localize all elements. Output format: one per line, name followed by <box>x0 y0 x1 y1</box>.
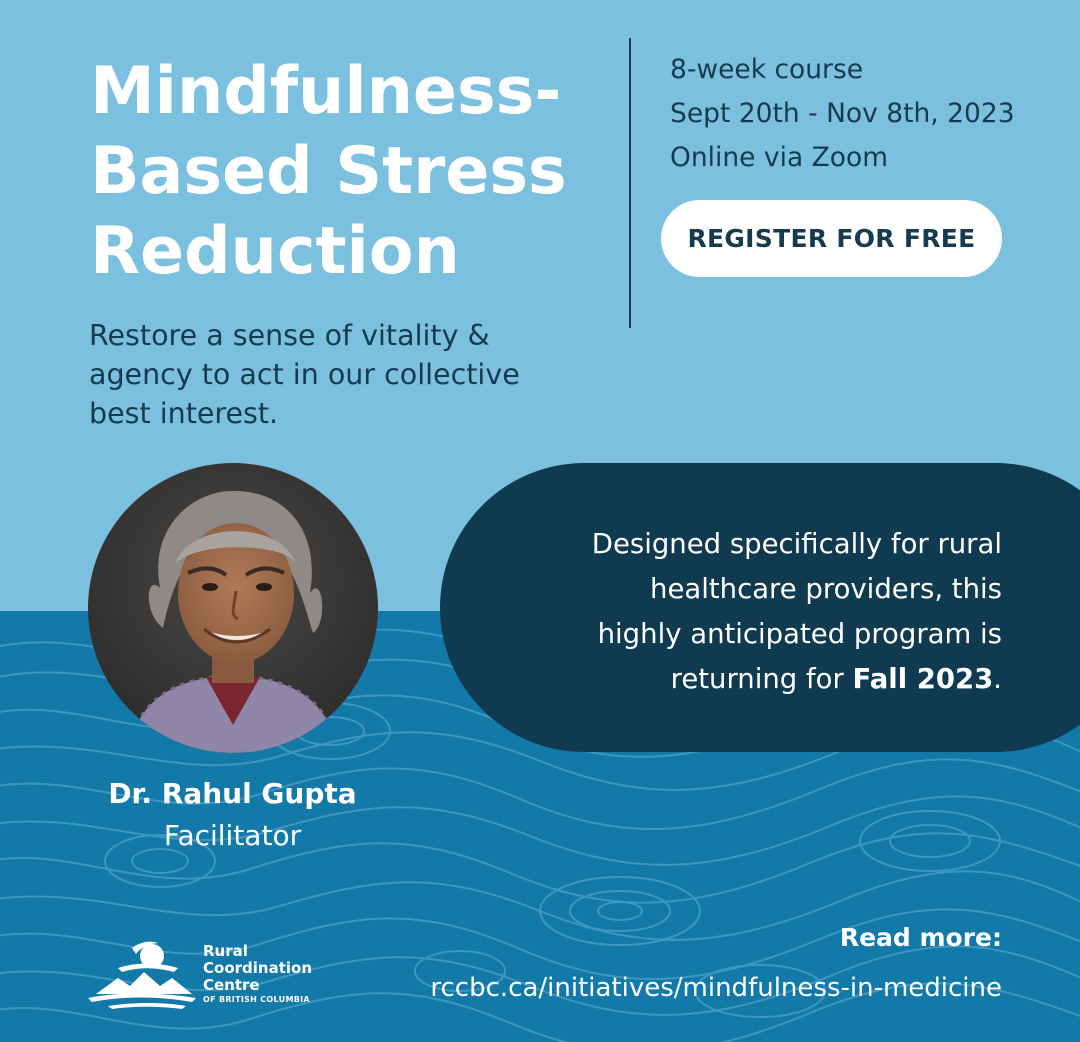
tagline-line-1: Restore a sense of vitality & <box>89 319 490 352</box>
title-line-2: Based Stress <box>90 134 567 209</box>
description-line-1: Designed specifically for rural <box>591 528 1002 560</box>
title-line-1: Mindfulness- <box>90 54 562 129</box>
logo-line-4: OF BRITISH COLUMBIA <box>203 995 310 1004</box>
read-more-link[interactable]: rccbc.ca/initiatives/mindfulness-in-medicine <box>430 973 1002 1003</box>
facilitator-photo <box>88 463 378 753</box>
facilitator-name: Dr. Rahul Gupta <box>108 777 357 810</box>
course-title <box>90 52 610 292</box>
description-highlight: Fall 2023 <box>852 663 994 695</box>
facilitator-role: Facilitator <box>163 819 302 852</box>
logo-line-1: Rural <box>203 942 248 960</box>
tagline-line-2: agency to act in our collective <box>89 358 520 391</box>
vertical-divider <box>629 38 631 328</box>
course-duration: 8-week course <box>670 54 864 85</box>
description-line-3: highly anticipated program is <box>597 618 1002 650</box>
course-location: Online via Zoom <box>670 142 889 173</box>
course-details <box>670 48 1015 180</box>
title-line-3: Reduction <box>90 214 460 289</box>
course-dates: Sept 20th - Nov 8th, 2023 <box>670 98 1015 129</box>
course-tagline <box>89 316 559 433</box>
facilitator-portrait-illustration <box>88 463 378 753</box>
logo-line-3: Centre <box>203 976 260 994</box>
logo-line-2: Coordination <box>203 959 312 977</box>
register-button[interactable]: REGISTER FOR FREE <box>661 200 1002 277</box>
rccbc-logo-text <box>203 943 312 1005</box>
description-line-4-suffix: . <box>993 663 1002 695</box>
tagline-line-3: best interest. <box>89 397 279 430</box>
description-line-4-prefix: returning for <box>670 663 853 695</box>
description-line-4 <box>542 657 1002 702</box>
description-line-2: healthcare providers, this <box>650 573 1002 605</box>
read-more-label: Read more: <box>839 923 1002 952</box>
program-description <box>542 522 1002 702</box>
